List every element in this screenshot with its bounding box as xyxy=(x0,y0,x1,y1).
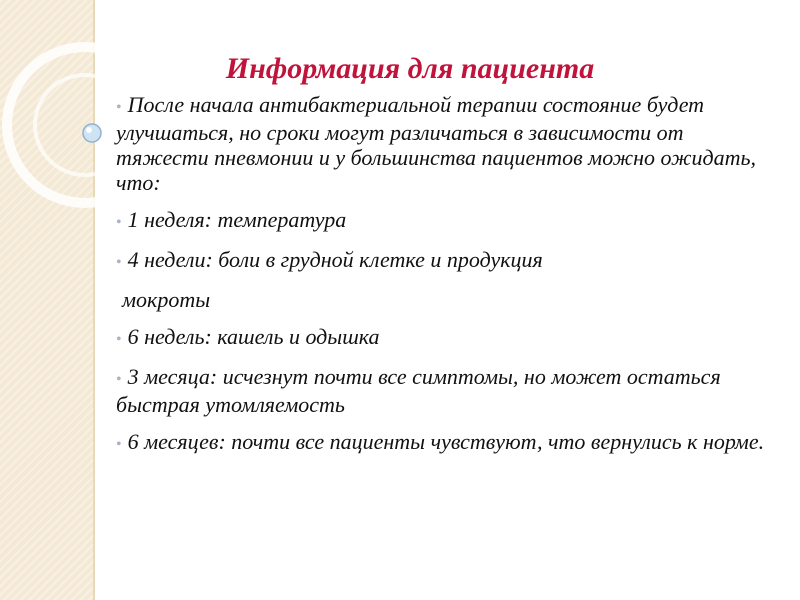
paragraph-text: мокроты xyxy=(122,287,211,312)
paragraph-text: 1 неделя: температура xyxy=(127,207,347,232)
bullet-icon: • xyxy=(116,331,122,348)
bullet-icon: • xyxy=(116,99,122,116)
paragraph-text: 3 месяца: исчезнут почти все симптомы, но может остаться быстрая утомляемость xyxy=(116,364,721,417)
paragraph xyxy=(116,429,766,457)
paragraph xyxy=(116,324,766,352)
paragraph xyxy=(116,247,766,275)
paragraph xyxy=(116,92,766,195)
bullet-icon: • xyxy=(116,254,122,271)
paragraph xyxy=(116,364,766,417)
slide-content xyxy=(116,92,766,469)
paragraph-text: 4 недели: боли в грудной клетке и продукция xyxy=(127,247,543,272)
paragraph-text: 6 месяцев: почти все пациенты чувствуют, что вернулись к норме. xyxy=(127,429,765,454)
bullet-icon: • xyxy=(116,214,122,231)
paragraph-text: 6 недель: кашель и одышка xyxy=(127,324,380,349)
paragraph-text: После начала антибактериальной терапии состояние будет улучшаться, но сроки могут различаться в зависимости от тяжести пневмонии и у большинства пациентов можно ожидать, что: xyxy=(116,92,756,195)
bullet-icon: • xyxy=(116,371,122,388)
slide-title: Информация для пациента xyxy=(225,52,595,85)
paragraph xyxy=(116,287,766,312)
bullet-icon: • xyxy=(116,436,122,453)
paragraph xyxy=(116,207,766,235)
